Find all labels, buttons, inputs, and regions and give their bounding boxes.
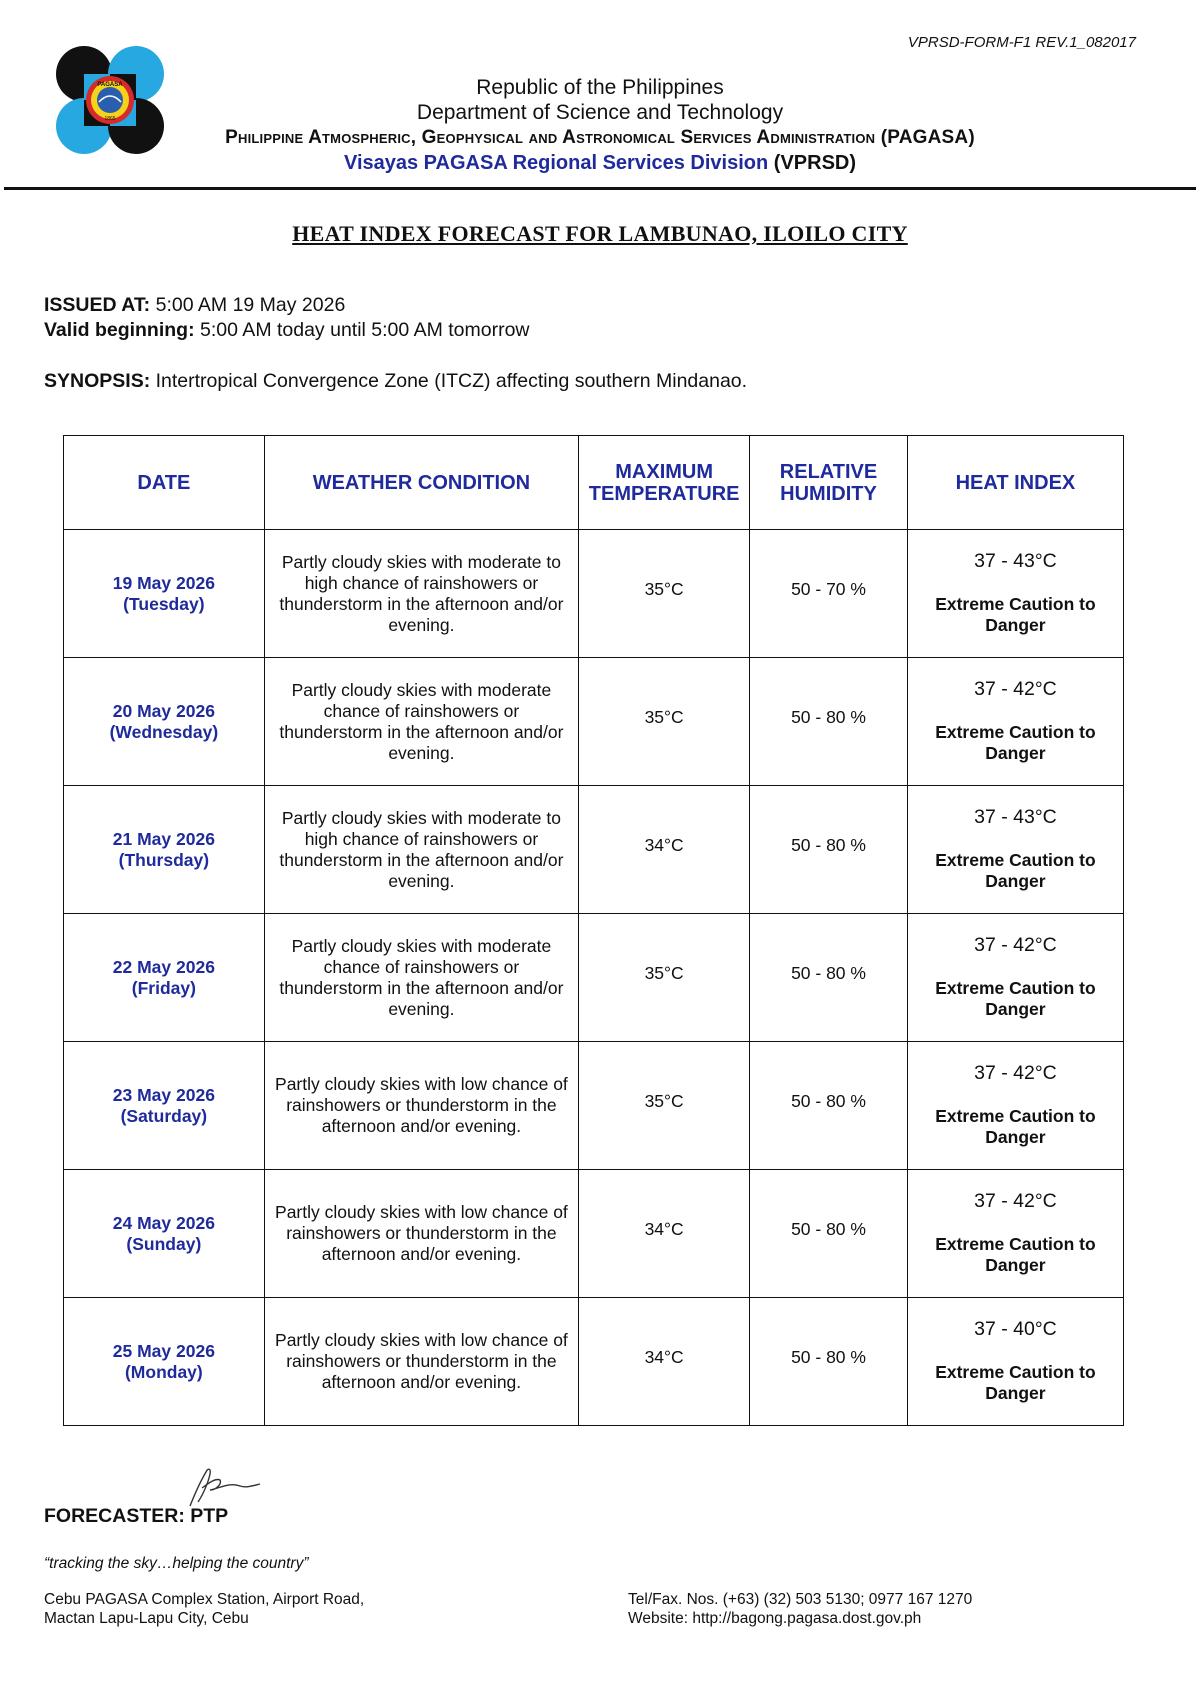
date-cell: 19 May 2026 (Tuesday) xyxy=(64,530,265,658)
forecaster-label: FORECASTER: xyxy=(44,1505,185,1527)
station-address xyxy=(44,1590,364,1628)
heat-index-level: Extreme Caution to Danger xyxy=(935,722,1096,763)
max-temperature-cell: 35°C xyxy=(579,658,750,786)
header-heat-index: HEAT INDEX xyxy=(907,436,1123,530)
heat-index-level: Extreme Caution to Danger xyxy=(935,594,1096,635)
heat-index-cell xyxy=(907,1042,1123,1170)
header-max-temperature: MAXIMUM TEMPERATURE xyxy=(579,436,750,530)
header-divider xyxy=(4,187,1196,190)
website-line: Website: http://bagong.pagasa.dost.gov.ph xyxy=(628,1610,922,1627)
heat-index-cell xyxy=(907,530,1123,658)
table-row xyxy=(64,1170,1124,1298)
issued-value: 5:00 AM 19 May 2026 xyxy=(155,294,346,316)
heat-index-cell xyxy=(907,1298,1123,1426)
max-temperature-cell: 34°C xyxy=(579,1170,750,1298)
weather-condition-cell: Partly cloudy skies with moderate chance of rainshowers or thunderstorm in the afternoon and/or evening. xyxy=(264,658,578,786)
heat-index-range: 37 - 40°C xyxy=(974,1318,1057,1340)
contact-info xyxy=(628,1590,972,1628)
table-row xyxy=(64,530,1124,658)
valid-beginning xyxy=(44,319,530,342)
address-line-1: Cebu PAGASA Complex Station, Airport Road, xyxy=(44,1591,365,1608)
republic-line: Republic of the Philippines xyxy=(476,76,724,99)
header-date: DATE xyxy=(64,436,265,530)
svg-text:PAGASA: PAGASA xyxy=(97,82,123,88)
date-cell: 21 May 2026 (Thursday) xyxy=(64,786,265,914)
header-weather-condition: WEATHER CONDITION xyxy=(264,436,578,530)
svg-text:1865: 1865 xyxy=(104,116,116,122)
heat-index-level: Extreme Caution to Danger xyxy=(935,1362,1096,1403)
agency-line: Philippine Atmospheric, Geophysical and Astronomical Services Administration (PAGASA) xyxy=(225,127,975,148)
document-title: HEAT INDEX FORECAST FOR LAMBUNAO, ILOILO CITY xyxy=(292,221,908,246)
header-relative-humidity: RELATIVE HUMIDITY xyxy=(750,436,908,530)
humidity-cell: 50 - 80 % xyxy=(750,786,908,914)
pagasa-logo xyxy=(52,42,168,158)
weather-condition-cell: Partly cloudy skies with moderate to high chance of rainshowers or thunderstorm in the afternoon and/or evening. xyxy=(264,530,578,658)
synopsis xyxy=(44,370,747,393)
heat-index-range: 37 - 42°C xyxy=(974,678,1057,700)
valid-label: Valid beginning: xyxy=(44,319,195,341)
table-row xyxy=(64,1042,1124,1170)
heat-index-level: Extreme Caution to Danger xyxy=(935,1106,1096,1147)
heat-index-level: Extreme Caution to Danger xyxy=(935,1234,1096,1275)
heat-index-cell xyxy=(907,914,1123,1042)
max-temperature-cell: 35°C xyxy=(579,530,750,658)
table-row xyxy=(64,1298,1124,1426)
max-temperature-cell: 35°C xyxy=(579,914,750,1042)
division-name: Visayas PAGASA Regional Services Division xyxy=(343,152,769,174)
table-row xyxy=(64,658,1124,786)
heat-index-range: 37 - 42°C xyxy=(974,1190,1057,1212)
telephone-line: Tel/Fax. Nos. (+63) (32) 503 5130; 0977 167 1270 xyxy=(628,1591,973,1608)
heat-index-table xyxy=(63,435,1124,1426)
heat-index-cell xyxy=(907,786,1123,914)
form-code: VPRSD-FORM-F1 REV.1_082017 xyxy=(907,34,1136,51)
date-cell: 24 May 2026 (Sunday) xyxy=(64,1170,265,1298)
weather-condition-cell: Partly cloudy skies with low chance of rainshowers or thunderstorm in the afternoon and/or evening. xyxy=(264,1170,578,1298)
synopsis-value: Intertropical Convergence Zone (ITCZ) affecting southern Mindanao. xyxy=(155,370,748,392)
humidity-cell: 50 - 80 % xyxy=(750,1298,908,1426)
issued-label: ISSUED AT: xyxy=(44,294,151,316)
max-temperature-cell: 34°C xyxy=(579,786,750,914)
table-row xyxy=(64,914,1124,1042)
humidity-cell: 50 - 80 % xyxy=(750,1042,908,1170)
heat-index-range: 37 - 42°C xyxy=(974,934,1057,956)
max-temperature-cell: 34°C xyxy=(579,1298,750,1426)
table-header-row xyxy=(64,436,1124,530)
weather-condition-cell: Partly cloudy skies with low chance of rainshowers or thunderstorm in the afternoon and/or evening. xyxy=(264,1042,578,1170)
table-row xyxy=(64,786,1124,914)
heat-index-cell xyxy=(907,658,1123,786)
date-cell: 22 May 2026 (Friday) xyxy=(64,914,265,1042)
max-temperature-cell: 35°C xyxy=(579,1042,750,1170)
heat-index-range: 37 - 42°C xyxy=(974,1062,1057,1084)
heat-index-cell xyxy=(907,1170,1123,1298)
date-cell: 23 May 2026 (Saturday) xyxy=(64,1042,265,1170)
date-cell: 20 May 2026 (Wednesday) xyxy=(64,658,265,786)
heat-index-level: Extreme Caution to Danger xyxy=(935,850,1096,891)
division-line xyxy=(180,150,1020,176)
tagline: “tracking the sky…helping the country” xyxy=(44,1555,309,1572)
address-line-2: Mactan Lapu-Lapu City, Cebu xyxy=(44,1610,249,1627)
humidity-cell: 50 - 80 % xyxy=(750,658,908,786)
humidity-cell: 50 - 80 % xyxy=(750,914,908,1042)
heat-index-range: 37 - 43°C xyxy=(974,806,1057,828)
forecaster-signature xyxy=(180,1462,264,1510)
date-cell: 25 May 2026 (Monday) xyxy=(64,1298,265,1426)
forecaster-initials: PTP xyxy=(190,1505,229,1527)
department-line: Department of Science and Technology xyxy=(416,101,784,124)
valid-value: 5:00 AM today until 5:00 AM tomorrow xyxy=(200,319,530,341)
weather-condition-cell: Partly cloudy skies with low chance of rainshowers or thunderstorm in the afternoon and/or evening. xyxy=(264,1298,578,1426)
division-abbr: (VPRSD) xyxy=(773,152,857,174)
heat-index-range: 37 - 43°C xyxy=(974,550,1057,572)
humidity-cell: 50 - 70 % xyxy=(750,530,908,658)
weather-condition-cell: Partly cloudy skies with moderate to high chance of rainshowers or thunderstorm in the afternoon and/or evening. xyxy=(264,786,578,914)
issued-at xyxy=(44,294,345,317)
forecaster xyxy=(44,1505,228,1528)
letterhead xyxy=(180,76,1020,176)
weather-condition-cell: Partly cloudy skies with moderate chance of rainshowers or thunderstorm in the afternoon and/or evening. xyxy=(264,914,578,1042)
heat-index-level: Extreme Caution to Danger xyxy=(935,978,1096,1019)
synopsis-label: SYNOPSIS: xyxy=(44,370,151,392)
humidity-cell: 50 - 80 % xyxy=(750,1170,908,1298)
